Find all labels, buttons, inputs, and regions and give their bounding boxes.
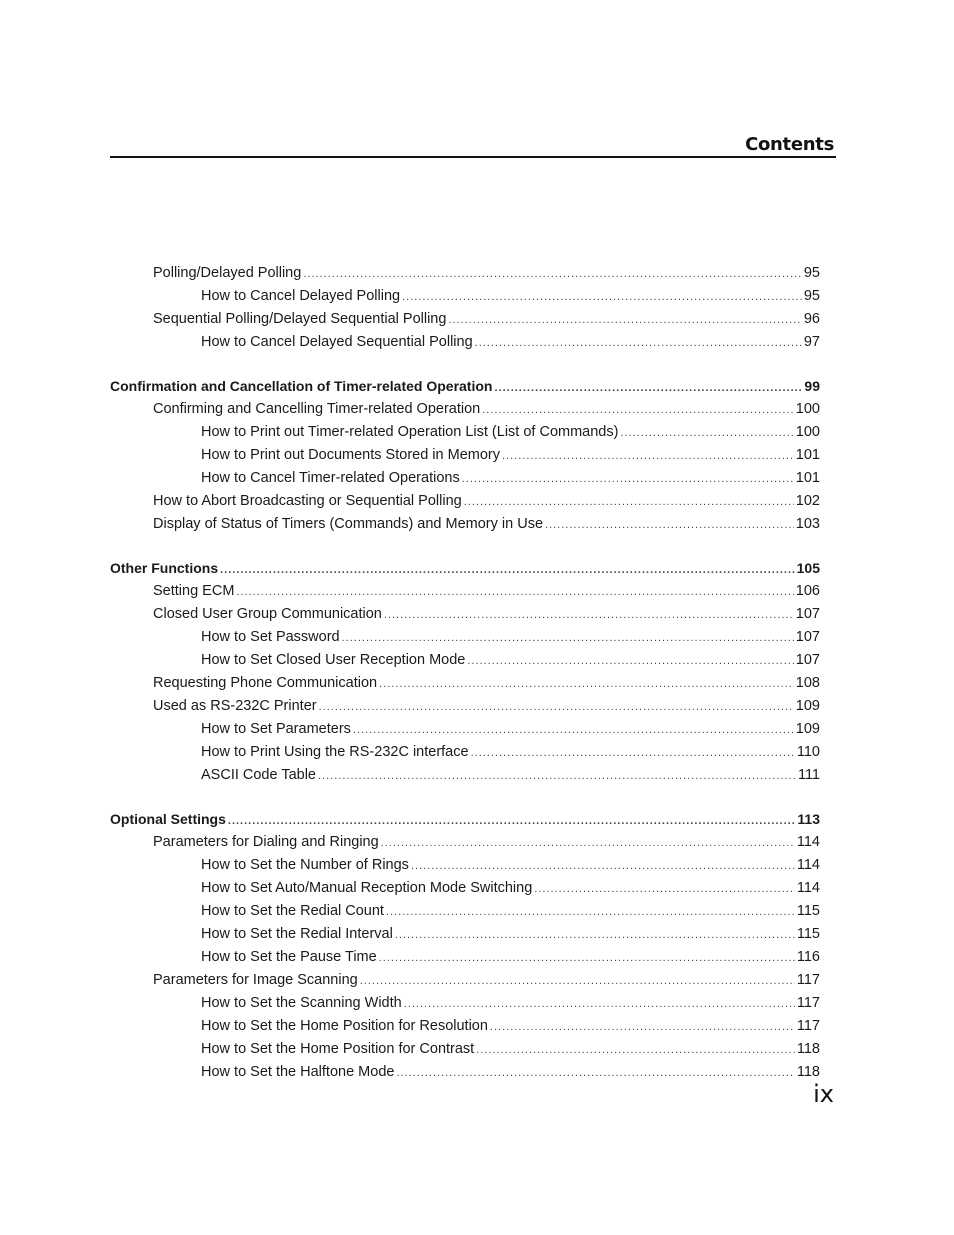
toc-entry-page: 117 <box>796 1018 820 1034</box>
toc-entry <box>110 513 820 536</box>
header-rule <box>110 156 836 158</box>
toc-entry <box>110 969 820 992</box>
toc-entry-title: How to Print out Documents Stored in Memory <box>201 447 500 463</box>
dot-leader <box>545 514 794 536</box>
toc-entry-title: Requesting Phone Communication <box>153 675 378 691</box>
toc-entry <box>110 467 820 490</box>
toc-entry-title: Confirmation and Cancellation of Timer-related Operation <box>110 378 493 394</box>
toc-entry-page: 97 <box>803 334 820 350</box>
toc-entry-page: 109 <box>795 721 820 737</box>
dot-leader <box>220 559 795 580</box>
toc-entry-title: How to Cancel Delayed Polling <box>201 288 401 304</box>
toc-entry-page: 115 <box>796 903 820 919</box>
toc-entry <box>110 262 820 285</box>
toc-entry-title: How to Set the Number of Rings <box>201 857 409 873</box>
toc-section <box>110 808 820 831</box>
toc-entry-title: Used as RS-232C Printer <box>153 698 317 714</box>
toc-entry <box>110 992 820 1015</box>
toc-entry <box>110 923 820 946</box>
dot-leader <box>379 673 794 695</box>
table-of-contents <box>110 262 820 1084</box>
toc-entry-title: How to Abort Broadcasting or Sequential Polling <box>153 493 462 509</box>
toc-entry-title: How to Set the Home Position for Contrast <box>201 1041 475 1057</box>
toc-entry <box>110 331 820 354</box>
dot-leader <box>381 832 795 854</box>
toc-entry-page: 100 <box>795 401 820 417</box>
dot-leader <box>467 650 793 672</box>
toc-entry <box>110 626 820 649</box>
dot-leader <box>464 491 794 513</box>
toc-entry-title: How to Set the Home Position for Resolution <box>201 1018 488 1034</box>
toc-entry <box>110 308 820 331</box>
toc-entry-title: Display of Status of Timers (Commands) and Memory in Use <box>153 516 544 532</box>
toc-entry-page: 102 <box>795 493 820 509</box>
toc-entry-page: 117 <box>796 995 820 1011</box>
toc-entry-page: 100 <box>795 424 820 440</box>
dot-leader <box>386 901 795 923</box>
toc-entry-title: Optional Settings <box>110 811 226 827</box>
toc-entry <box>110 718 820 741</box>
page-header-title: Contents <box>745 134 834 155</box>
toc-entry-page: 95 <box>803 265 820 281</box>
toc-section <box>110 375 820 398</box>
toc-entry-page: 110 <box>796 744 820 760</box>
dot-leader <box>471 742 795 764</box>
page-number: ix <box>813 1080 834 1108</box>
toc-entry <box>110 946 820 969</box>
dot-leader <box>319 696 794 718</box>
dot-leader <box>236 581 793 603</box>
toc-entry <box>110 1038 820 1061</box>
toc-entry <box>110 1061 820 1084</box>
toc-entry-title: How to Cancel Timer-related Operations <box>201 470 460 486</box>
toc-entry-page: 114 <box>796 880 820 896</box>
toc-entry-page: 109 <box>795 698 820 714</box>
dot-leader <box>395 924 795 946</box>
toc-entry-page: 99 <box>804 378 820 394</box>
toc-entry-page: 105 <box>796 560 820 576</box>
dot-leader <box>494 377 802 398</box>
toc-entry <box>110 421 820 444</box>
toc-entry <box>110 444 820 467</box>
toc-entry-title: Parameters for Dialing and Ringing <box>153 834 379 850</box>
dot-leader <box>342 627 794 649</box>
toc-entry-title: Polling/Delayed Polling <box>153 265 302 281</box>
toc-entry-page: 101 <box>795 470 820 486</box>
dot-leader <box>502 445 794 467</box>
toc-entry-title: How to Print out Timer-related Operation List (List of Commands) <box>201 424 619 440</box>
toc-entry <box>110 854 820 877</box>
dot-leader <box>303 263 802 285</box>
toc-section <box>110 557 820 580</box>
toc-entry <box>110 603 820 626</box>
dot-leader <box>482 399 794 421</box>
toc-entry <box>110 672 820 695</box>
dot-leader <box>462 468 794 490</box>
toc-entry-page: 108 <box>795 675 820 691</box>
toc-entry <box>110 649 820 672</box>
toc-entry-page: 107 <box>795 629 820 645</box>
dot-leader <box>353 719 794 741</box>
toc-entry-page: 107 <box>795 652 820 668</box>
toc-entry <box>110 1015 820 1038</box>
toc-entry-page: 114 <box>796 834 820 850</box>
toc-entry <box>110 741 820 764</box>
toc-entry-title: ASCII Code Table <box>201 767 316 783</box>
toc-entry <box>110 398 820 421</box>
toc-entry-title: Parameters for Image Scanning <box>153 972 358 988</box>
toc-entry-page: 106 <box>795 583 820 599</box>
toc-entry-page: 116 <box>796 949 820 965</box>
dot-leader <box>228 810 796 831</box>
toc-entry-title: How to Print Using the RS-232C interface <box>201 744 469 760</box>
toc-entry <box>110 285 820 308</box>
toc-entry-title: How to Set the Pause Time <box>201 949 377 965</box>
dot-leader <box>534 878 795 900</box>
toc-entry-title: How to Set Closed User Reception Mode <box>201 652 466 668</box>
dot-leader <box>360 970 795 992</box>
dot-leader <box>476 1039 795 1061</box>
toc-entry-page: 113 <box>797 811 820 827</box>
toc-entry-title: Sequential Polling/Delayed Sequential Polling <box>153 311 447 327</box>
toc-entry-title: How to Set Auto/Manual Reception Mode Switching <box>201 880 533 896</box>
toc-entry-title: How to Set the Scanning Width <box>201 995 402 1011</box>
toc-entry <box>110 580 820 603</box>
toc-entry-page: 103 <box>795 516 820 532</box>
dot-leader <box>620 422 793 444</box>
dot-leader <box>379 947 795 969</box>
toc-entry-title: Confirming and Cancelling Timer-related Operation <box>153 401 481 417</box>
toc-entry-page: 95 <box>803 288 820 304</box>
toc-entry-page: 118 <box>796 1041 820 1057</box>
toc-entry-title: Other Functions <box>110 560 219 576</box>
toc-entry-title: How to Set the Redial Interval <box>201 926 393 942</box>
dot-leader <box>448 309 801 331</box>
toc-entry-page: 107 <box>795 606 820 622</box>
toc-entry-title: How to Set Password <box>201 629 340 645</box>
dot-leader <box>402 286 802 308</box>
toc-entry <box>110 877 820 900</box>
dot-leader <box>404 993 795 1015</box>
toc-entry <box>110 764 820 787</box>
dot-leader <box>396 1062 794 1084</box>
toc-entry-page: 111 <box>797 767 820 783</box>
toc-entry-page: 114 <box>796 857 820 873</box>
dot-leader <box>318 765 796 787</box>
toc-entry-page: 117 <box>796 972 820 988</box>
toc-entry-page: 115 <box>796 926 820 942</box>
toc-entry-title: How to Set the Halftone Mode <box>201 1064 395 1080</box>
toc-entry-title: Setting ECM <box>153 583 235 599</box>
toc-entry <box>110 490 820 513</box>
dot-leader <box>384 604 794 626</box>
toc-entry-title: How to Set Parameters <box>201 721 351 737</box>
toc-entry-page: 96 <box>803 311 820 327</box>
toc-entry-title: Closed User Group Communication <box>153 606 382 622</box>
toc-entry-title: How to Set the Redial Count <box>201 903 384 919</box>
dot-leader <box>475 332 802 354</box>
toc-entry-page: 118 <box>796 1064 820 1080</box>
dot-leader <box>490 1016 795 1038</box>
toc-entry <box>110 900 820 923</box>
toc-entry-title: How to Cancel Delayed Sequential Polling <box>201 334 473 350</box>
toc-entry <box>110 831 820 854</box>
toc-entry-page: 101 <box>795 447 820 463</box>
toc-entry <box>110 695 820 718</box>
dot-leader <box>411 855 795 877</box>
